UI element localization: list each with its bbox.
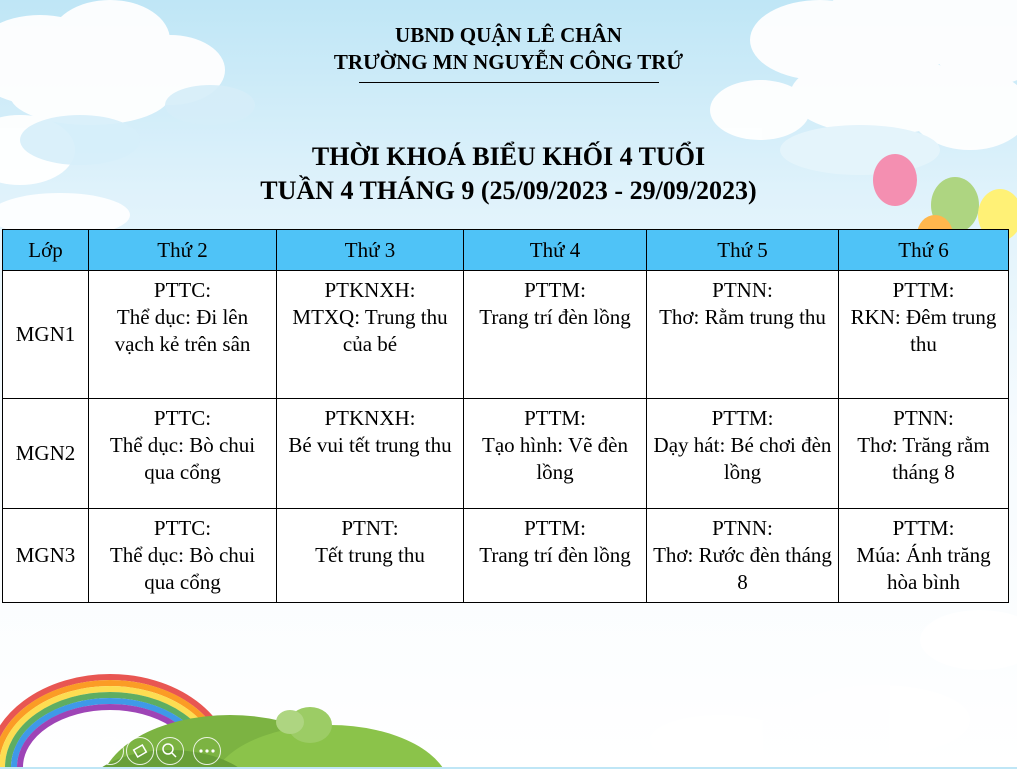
activity-label: RKN: Đêm trung thu <box>850 305 997 356</box>
table-row <box>3 399 1009 509</box>
subject-label: PTNN: <box>712 278 773 302</box>
pen-icon[interactable] <box>96 737 124 765</box>
schedule-cell <box>277 399 464 509</box>
header-wednesday: Thứ 4 <box>464 230 647 271</box>
subject-label: PTTM: <box>524 278 586 302</box>
header-monday: Thứ 2 <box>89 230 277 271</box>
table-header-row <box>3 230 1009 271</box>
header-thursday: Thứ 5 <box>647 230 839 271</box>
subject-label: PTTM: <box>892 516 955 540</box>
title-line-1: THỜI KHOÁ BIỂU KHỐI 4 TUỔI <box>311 142 706 171</box>
header-friday: Thứ 6 <box>839 230 1009 271</box>
eraser-icon[interactable] <box>126 737 154 765</box>
header-tuesday: Thứ 3 <box>277 230 464 271</box>
subject-label: PTKNXH: <box>324 278 416 302</box>
school-header <box>0 22 1017 83</box>
schedule-cell <box>839 399 1009 509</box>
schedule-cell <box>277 271 464 399</box>
activity-label: Thể dục: Đi lên vạch kẻ trên sân <box>114 305 251 356</box>
schedule-cell <box>464 509 647 603</box>
subject-label: PTTM: <box>524 516 586 540</box>
subject-label: PTTC: <box>153 516 212 540</box>
subject-label: PTTM: <box>524 406 586 430</box>
schedule-title <box>0 140 1017 208</box>
more-options-icon[interactable] <box>193 737 221 765</box>
activity-label: Thể dục: Bò chui qua cổng <box>109 433 256 484</box>
schedule-cell <box>464 399 647 509</box>
class-cell: MGN2 <box>3 399 89 509</box>
schedule-cell <box>89 271 277 399</box>
class-cell: MGN1 <box>3 271 89 399</box>
schedule-cell <box>647 399 839 509</box>
activity-label: MTXQ: Trung thu của bé <box>292 305 448 356</box>
schedule-cell <box>464 271 647 399</box>
activity-label: Thơ: Rước đèn tháng 8 <box>653 543 832 594</box>
table-row <box>3 271 1009 399</box>
title-line-2: TUẦN 4 THÁNG 9 (25/09/2023 - 29/09/2023) <box>260 176 757 205</box>
school-name: TRƯỜNG MN NGUYỄN CÔNG TRỨ <box>333 50 684 74</box>
subject-label: PTNT: <box>341 516 399 540</box>
schedule-cell <box>647 509 839 603</box>
activity-label: Thơ: Trăng rằm tháng 8 <box>857 433 990 484</box>
activity-label: Trang trí đèn lồng <box>479 305 631 329</box>
timetable <box>2 229 1009 603</box>
activity-label: Tết trung thu <box>315 543 425 567</box>
activity-label: Thể dục: Bò chui qua cổng <box>109 543 256 594</box>
subject-label: PTKNXH: <box>324 406 416 430</box>
header-class: Lớp <box>3 230 89 271</box>
header-divider <box>359 82 659 83</box>
activity-label: Múa: Ánh trăng hòa bình <box>856 543 991 594</box>
schedule-cell <box>89 509 277 603</box>
subject-label: PTTC: <box>153 278 212 302</box>
activity-label: Thơ: Rằm trung thu <box>659 305 826 329</box>
schedule-cell <box>89 399 277 509</box>
district-name: UBND QUẬN LÊ CHÂN <box>395 23 622 47</box>
class-cell: MGN3 <box>3 509 89 603</box>
schedule-cell <box>839 271 1009 399</box>
subject-label: PTTM: <box>892 278 955 302</box>
activity-label: Bé vui tết trung thu <box>288 433 452 457</box>
subject-label: PTNN: <box>893 406 954 430</box>
table-row <box>3 509 1009 603</box>
schedule-cell <box>839 509 1009 603</box>
activity-label: Dạy hát: Bé chơi đèn lồng <box>653 433 832 484</box>
zoom-icon[interactable] <box>156 737 184 765</box>
subject-label: PTNN: <box>712 516 773 540</box>
subject-label: PTTC: <box>153 406 212 430</box>
schedule-cell <box>647 271 839 399</box>
activity-label: Trang trí đèn lồng <box>479 543 631 567</box>
schedule-cell <box>277 509 464 603</box>
subject-label: PTTM: <box>711 406 774 430</box>
activity-label: Tạo hình: Vẽ đèn lồng <box>482 433 628 484</box>
